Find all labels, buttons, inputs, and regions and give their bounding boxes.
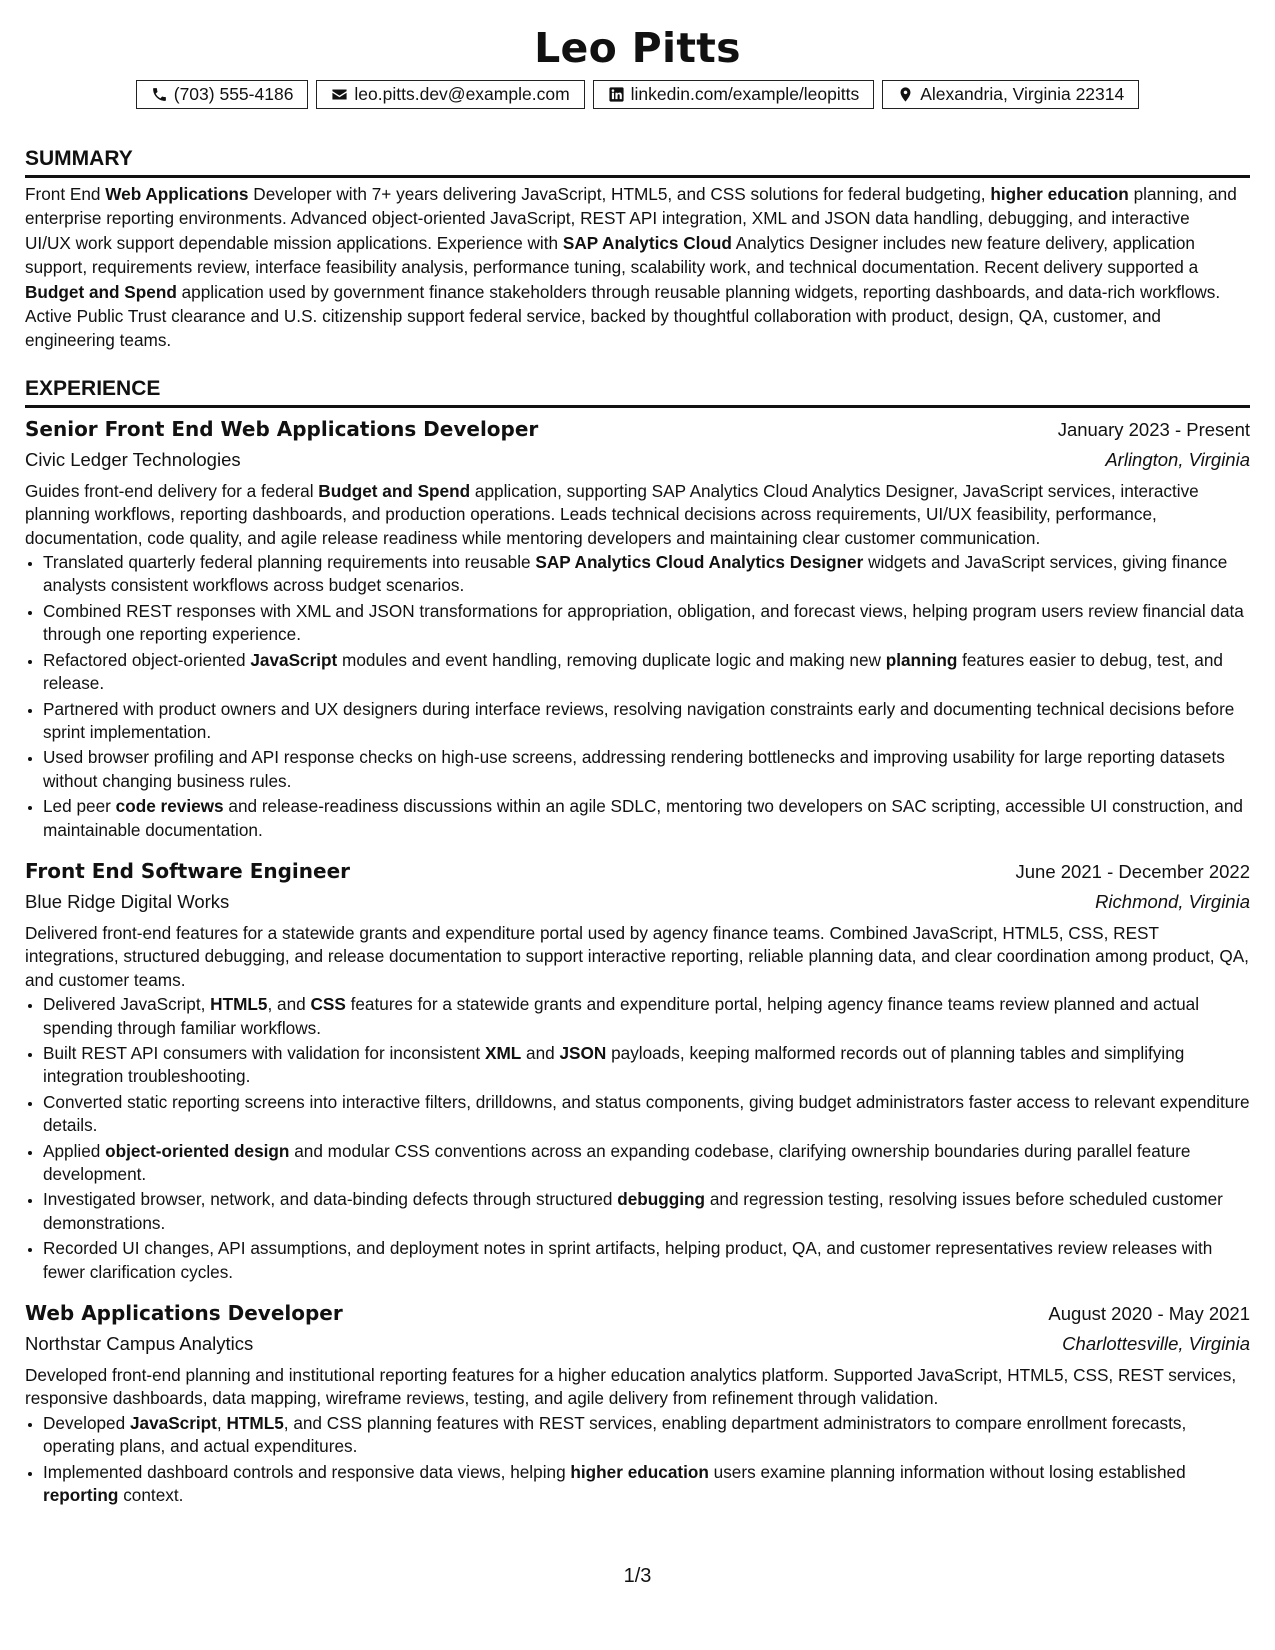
company-name: Blue Ridge Digital Works [25,890,230,912]
job-dates: August 2020 - May 2021 [1048,1303,1250,1325]
bullet-item [43,1140,1250,1187]
text-run: Guides front-end delivery for a federal [25,480,319,501]
resume-page [25,20,1250,1509]
bold-text: higher education [990,184,1129,204]
text-run: , and [267,994,311,1015]
job-dates: January 2023 - Present [1057,418,1250,440]
contact-phone[interactable] [136,80,309,109]
phone-icon [151,86,168,103]
envelope-icon [331,86,348,103]
bullet-item [43,649,1250,696]
phone-number: (703) 555-4186 [173,84,294,104]
text-run: Developed front-end planning and institutional reporting features for a higher education analytics platform. Supported JavaScript, HTML5, CSS, REST services, responsive dashboards, data mapping, wireframe reviews, testing, and agile delivery from refinement through validation. [25,1365,1237,1409]
bullet-item [43,600,1250,647]
job-description [25,1364,1250,1411]
text-run: application used by government finance stakeholders through reusable planning widgets, reporting dashboards, and data-rich workflows. Active Public Trust clearance and U.S. citizenship support federal service, backed by thoughtful collaboration with product, design, QA, customer, and engineering teams. [25,281,1221,351]
text-run: Applied [43,1140,106,1161]
job-bullets [25,1412,1250,1508]
bullet-item [43,1237,1250,1284]
text-run: context. [118,1485,184,1506]
text-run: Translated quarterly federal planning requirements into reusable [43,552,536,573]
bold-text: HTML5 [210,994,268,1015]
bold-text: higher education [570,1461,709,1482]
text-run: and [521,1042,560,1063]
text-run: and release-readiness discussions within an agile SDLC, mentoring two developers on SAC scripting, accessible UI construction, and maintainable documentation. [43,796,1243,840]
bullet-item [43,698,1250,745]
text-run: Built REST API consumers with validation for inconsistent [43,1042,485,1063]
text-run: and modular CSS conventions across an expanding codebase, clarifying ownership boundaries during parallel feature development. [43,1140,1191,1184]
job-header [25,856,1250,887]
summary-heading: SUMMARY [25,145,1250,178]
experience-heading: EXPERIENCE [25,375,1250,408]
company-name: Civic Ledger Technologies [25,448,241,470]
job-entry [25,1298,1250,1507]
bullet-item [43,551,1250,598]
text-run: Delivered JavaScript, [43,994,211,1015]
bullet-item [43,1042,1250,1089]
text-run: Recorded UI changes, API assumptions, and deployment notes in sprint artifacts, helping product, QA, and customer representatives review releases with fewer clarification cycles. [43,1238,1213,1282]
text-run: Analytics Designer includes new feature delivery, application support, requirements review, interface feasibility analysis, performance tuning, scalability work, and technical documentation. Recent delivery supported a [25,232,1199,278]
text-run: widgets and JavaScript services, giving finance analysts consistent workflows across budget scenarios. [43,552,1228,596]
contact-linkedin[interactable] [593,80,875,109]
job-header [25,414,1250,445]
text-run: Delivered front-end features for a statewide grants and expenditure portal used by agency finance teams. Combined JavaScript, HTML5, CSS, REST integrations, structured debugging, and release documentation to support interactive reporting, reliable planning data, and clear coordination among product, QA, and customer teams. [25,922,1249,990]
job-subheader [25,445,1250,475]
bold-text: SAP Analytics Cloud [562,232,732,253]
job-location: Richmond, Virginia [1095,890,1250,912]
email-address: leo.pitts.dev@example.com [354,84,570,104]
bullet-item [43,1188,1250,1235]
text-run: Implemented dashboard controls and responsive data views, helping [43,1461,571,1482]
bold-text: XML [484,1042,522,1063]
linkedin-icon [608,86,625,103]
text-run: Led peer [43,796,116,817]
linkedin-url: linkedin.com/example/leopitts [630,84,860,104]
text-run: Used browser profiling and API response checks on high-use screens, addressing rendering bottlenecks and improving usability for large reporting datasets without changing business rules. [43,747,1225,791]
job-location: Arlington, Virginia [1105,448,1250,470]
bold-text: Budget and Spend [25,281,177,302]
location-text: Alexandria, Virginia 22314 [920,84,1125,104]
bullet-item [43,795,1250,842]
bold-text: Budget and Spend [318,480,471,501]
bold-text: reporting [43,1485,119,1506]
job-description [25,480,1250,550]
bold-text: Web Applications [105,184,249,204]
job-subheader [25,1329,1250,1359]
job-description [25,922,1250,992]
bold-text: JSON [559,1042,607,1063]
job-header [25,1298,1250,1329]
text-run: payloads, keeping malformed records out of planning tables and simplifying integration troubleshooting. [43,1042,1185,1087]
map-pin-icon [897,86,914,103]
bold-text: code reviews [115,796,224,817]
text-run: users examine planning information without losing established [708,1461,1186,1482]
job-location: Charlottesville, Virginia [1062,1333,1250,1355]
text-run: planning, and enterprise reporting environments. Advanced object-oriented JavaScript, REST API integration, XML and JSON data handling, debugging, and interactive UI/UX work support dependable mission applications. Experience with [25,184,1237,253]
job-title: Front End Software Engineer [25,858,350,883]
job-title: Web Applications Developer [25,1301,343,1326]
job-subheader [25,887,1250,917]
text-run: Refactored object-oriented [43,649,251,670]
text-run: Partnered with product owners and UX designers during interface reviews, resolving navigation constraints early and documenting technical decisions before sprint implementation. [43,698,1235,742]
text-run: modules and event handling, removing duplicate logic and making new [337,649,886,670]
job-entry [25,856,1250,1284]
text-run: and regression testing, resolving issues before scheduled customer demonstrations. [43,1189,1223,1233]
bold-text: HTML5 [226,1412,284,1433]
text-run: features for a statewide grants and expenditure portal, helping agency finance teams review planned and actual spending through familiar workflows. [43,994,1200,1038]
text-run: Developer with 7+ years delivering JavaScript, HTML5, and CSS solutions for federal budgeting, [248,184,991,204]
bold-text: object-oriented design [105,1140,290,1161]
company-name: Northstar Campus Analytics [25,1333,254,1355]
text-run: Front End [25,184,106,204]
job-bullets [25,551,1250,842]
text-run: application, supporting SAP Analytics Cloud Analytics Designer, JavaScript services, interactive planning workflows, reporting dashboards, and production operations. Leads technical decisions across requirements, UI/UX feasibility, performance, documentation, code quality, and agile release readiness while mentoring developers and maintaining clear customer communication. [25,480,1199,548]
experience-list [25,414,1250,1508]
bold-text: JavaScript [250,649,338,670]
bold-text: planning [885,649,958,670]
summary-paragraph [25,182,1240,353]
bold-text: CSS [310,994,346,1015]
bullet-item [43,993,1250,1040]
bullet-item [43,746,1250,793]
text-run: features easier to debug, test, and release. [43,649,1223,694]
bullet-item [43,1412,1250,1459]
candidate-name: Leo Pitts [534,24,741,72]
bold-text: debugging [617,1189,706,1210]
bullet-item [43,1091,1250,1138]
contact-location [882,80,1139,109]
text-run: , and CSS planning features with REST services, enabling department administrators to compare enrollment forecasts, operating plans, and actual expenditures. [43,1412,1187,1457]
text-run: Developed [43,1412,130,1433]
bold-text: JavaScript [129,1412,217,1433]
contact-email[interactable] [316,80,584,109]
job-bullets [25,993,1250,1284]
text-run: Converted static reporting screens into interactive filters, drilldowns, and status components, giving budget administrators faster access to relevant expenditure details. [43,1091,1250,1136]
page-number: 1/3 [623,1565,652,1587]
bullet-item [43,1461,1250,1508]
text-run: Combined REST responses with XML and JSON transformations for appropriation, obligation, and forecast views, helping program users review financial data through one reporting experience. [43,600,1244,645]
contact-bar [25,80,1250,109]
text-run: , [216,1412,227,1433]
job-entry [25,414,1250,842]
bold-text: SAP Analytics Cloud Analytics Designer [535,552,864,573]
job-dates: June 2021 - December 2022 [1015,860,1250,882]
text-run: Investigated browser, network, and data-binding defects through structured [43,1189,618,1210]
job-title: Senior Front End Web Applications Developer [25,416,539,441]
